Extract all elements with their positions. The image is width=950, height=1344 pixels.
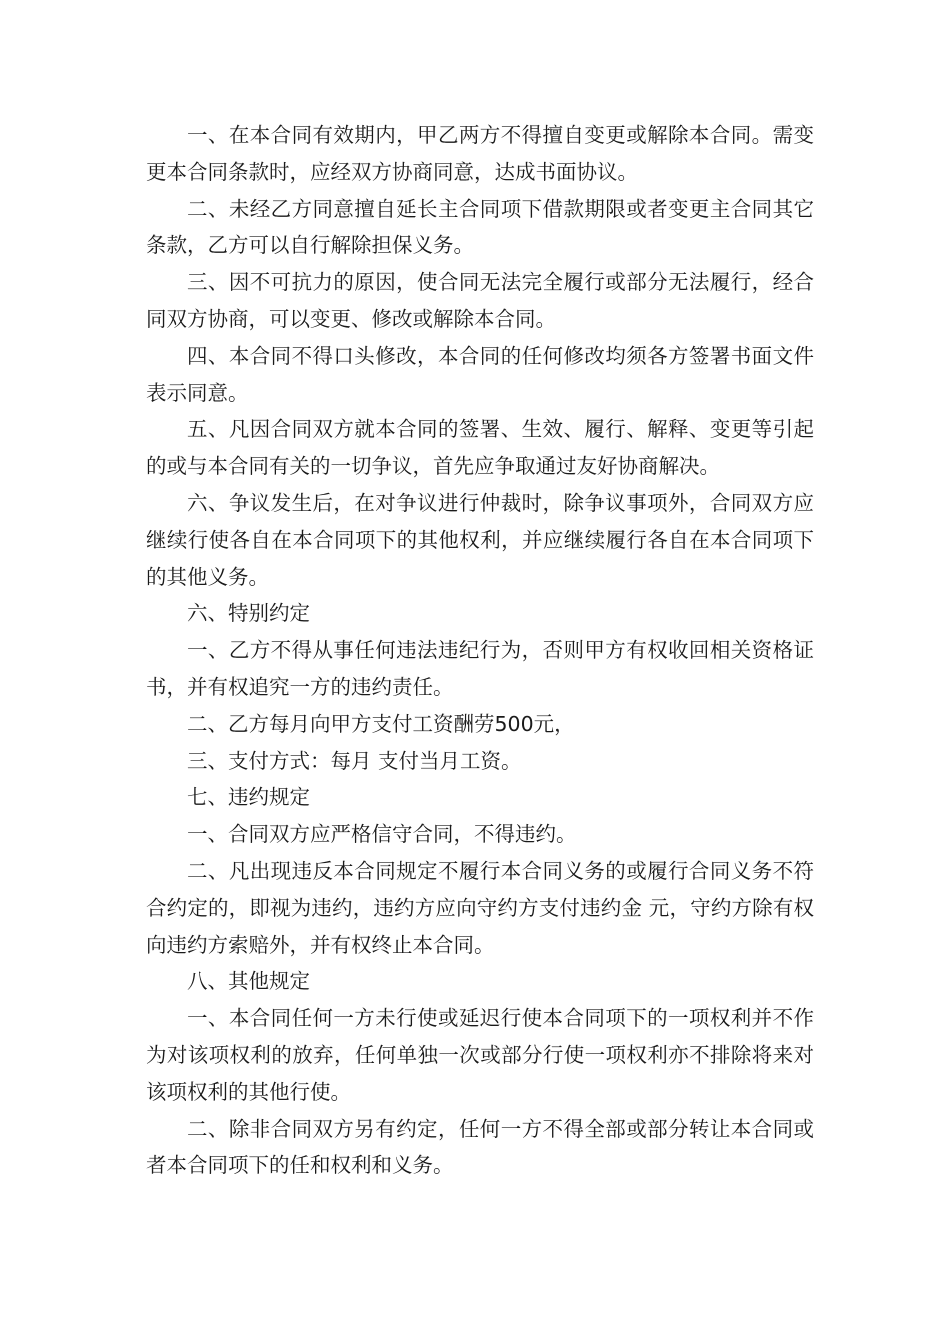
paragraph-9: 二、乙方每月向甲方支付工资酬劳500元， <box>187 711 575 736</box>
section-heading-breach: 七、违约规定 <box>187 785 310 810</box>
paragraph-10: 三、支付方式：每月 支付当月工资。 <box>187 748 522 773</box>
paragraph-6: 六、争议发生后，在对争议进行仲裁时，除争议事项外，合同双方应继续行使各自在本合同项下的其他权利，并应继续履行各自在本合同项下的其他义务。 <box>146 490 814 589</box>
paragraph-16: 二、除非合同双方另有约定，任何一方不得全部或部分转让本合同或者本合同项下的任和权利和义务。 <box>146 1116 814 1178</box>
section-heading-other: 八、其他规定 <box>187 969 310 994</box>
paragraph-12: 一、合同双方应严格信守合同，不得违约。 <box>187 822 577 847</box>
paragraph-3: 三、因不可抗力的原因，使合同无法完全履行或部分无法履行，经合同双方协商，可以变更、修改或解除本合同。 <box>146 270 814 331</box>
paragraph-8: 一、乙方不得从事任何违法违纪行为，否则甲方有权收回相关资格证书，并有权追究一方的违约责任。 <box>146 638 814 699</box>
paragraph-15: 一、本合同任何一方未行使或延迟行使本合同项下的一项权利并不作为对该项权利的放弃，任何单独一次或部分行使一项权利亦不排除将来对该项权利的其他行使。 <box>146 1006 814 1104</box>
paragraph-4: 四、本合同不得口头修改，本合同的任何修改均须各方签署书面文件表示同意。 <box>146 343 814 405</box>
paragraph-13: 二、凡出现违反本合同规定不履行本合同义务的或履行合同义务不符合约定的，即视为违约，违约方应向守约方支付违约金 元，守约方除有权向违约方索赔外，并有权终止本合同。 <box>146 858 814 957</box>
paragraph-5: 五、凡因合同双方就本合同的签署、生效、履行、解释、变更等引起的或与本合同有关的一切争议，首先应争取通过友好协商解决。 <box>146 417 814 479</box>
section-heading-special-terms: 六、特别约定 <box>187 601 310 626</box>
paragraph-2: 二、未经乙方同意擅自延长主合同项下借款期限或者变更主合同其它条款，乙方可以自行解除担保义务。 <box>146 196 814 258</box>
paragraph-1: 一、在本合同有效期内，甲乙两方不得擅自变更或解除本合同。需变更本合同条款时，应经双方协商同意，达成书面协议。 <box>146 123 814 184</box>
document-body <box>146 117 814 1184</box>
